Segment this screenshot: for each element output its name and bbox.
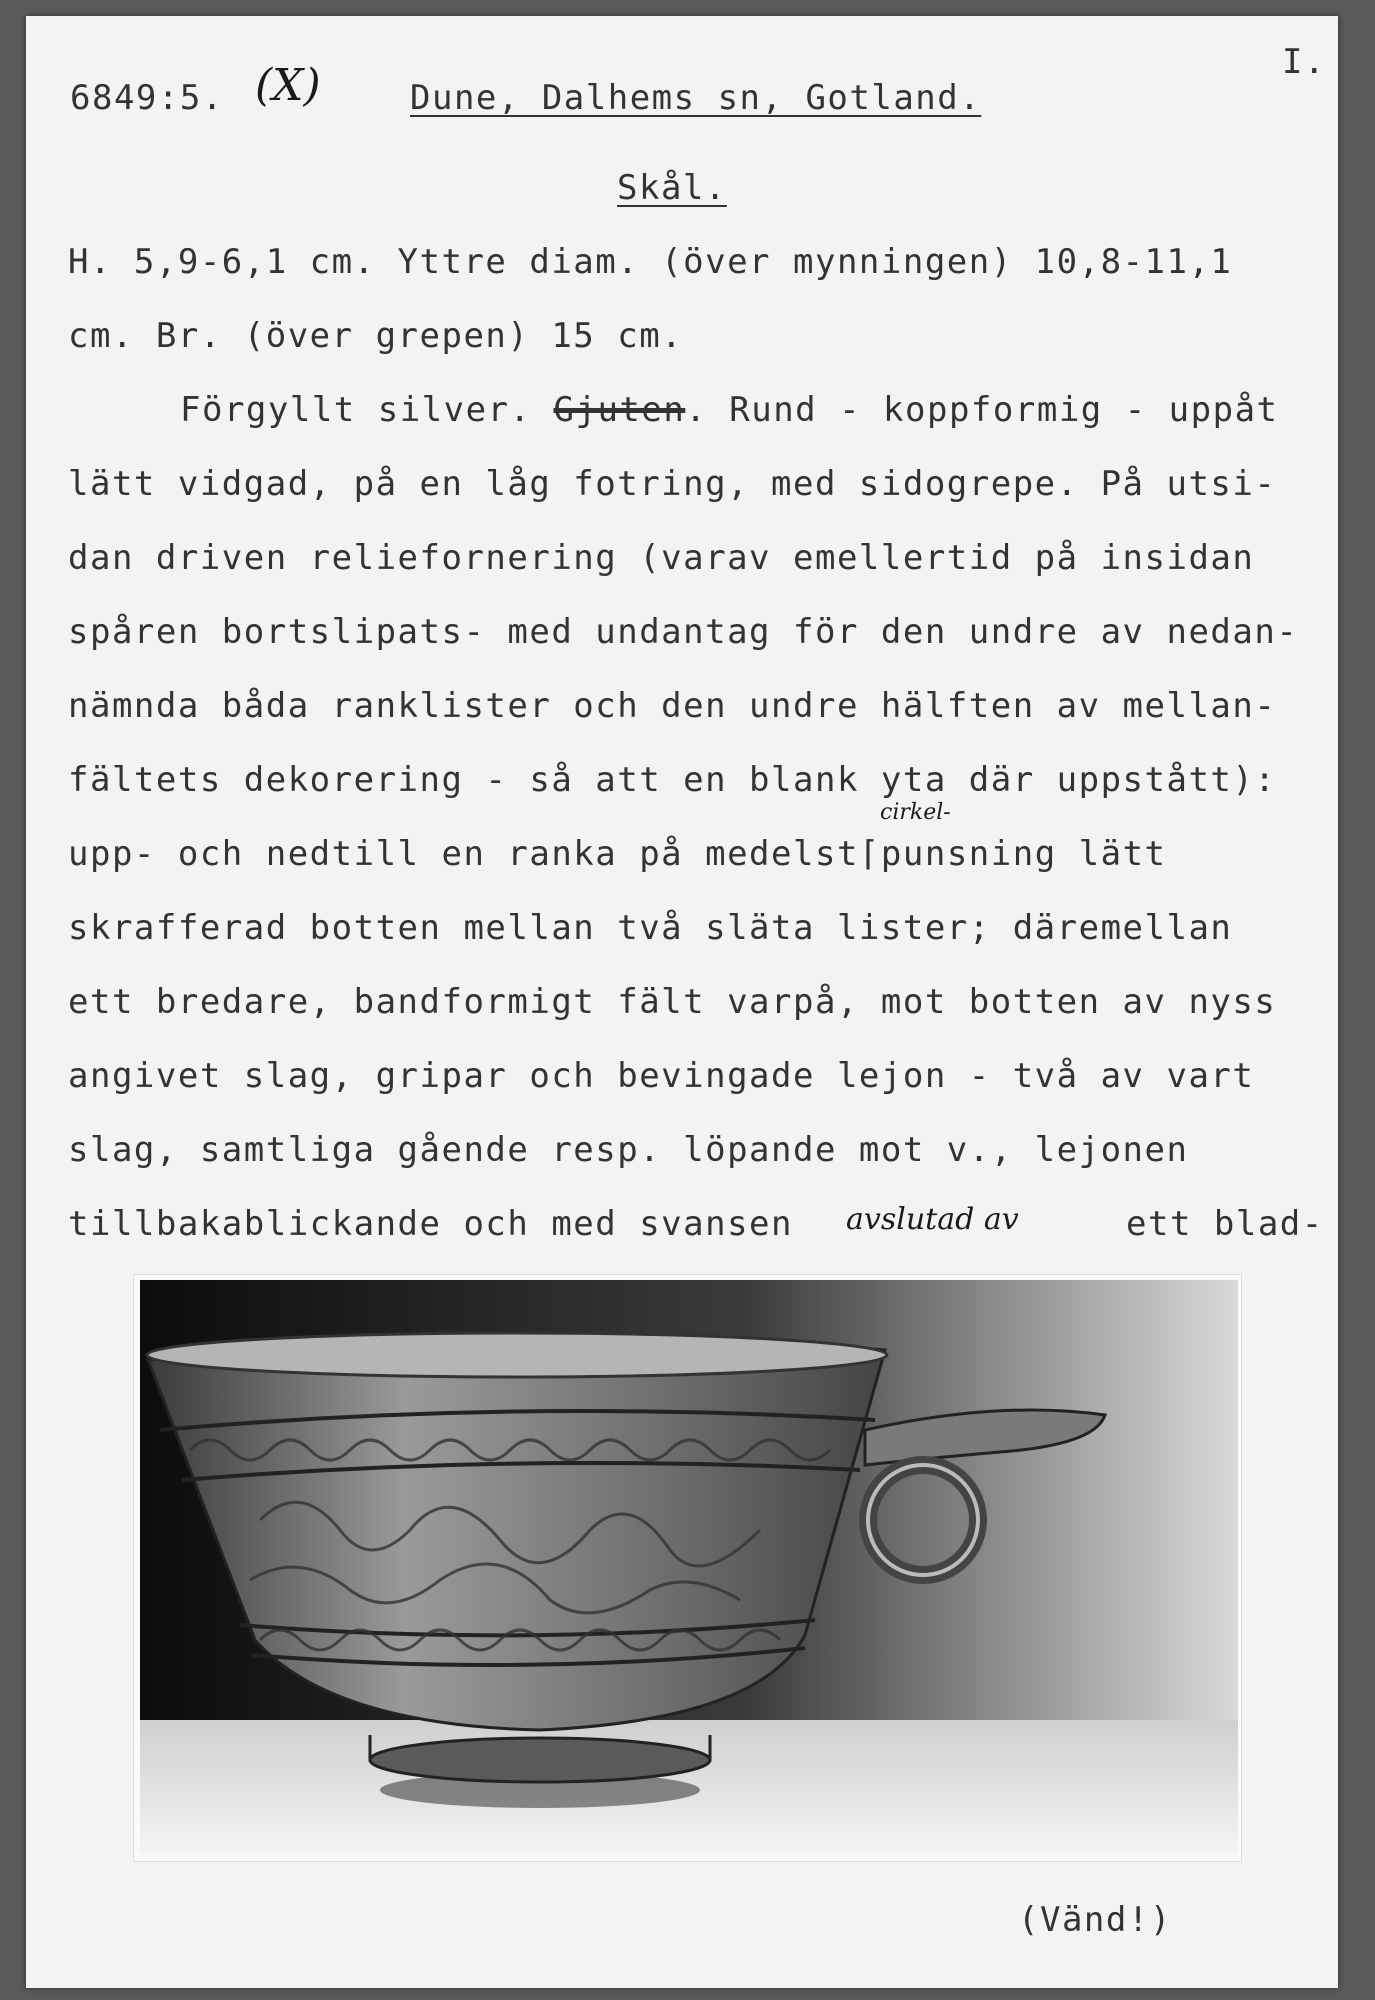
handwritten-insert-ending: avslutad av: [846, 1202, 1019, 1237]
object-title: Skål.: [617, 168, 727, 208]
text-line-8: fältets dekorering - så att en blank yta där uppstått):: [68, 760, 1277, 800]
text-line-14-rest: ett blad-: [1126, 1204, 1324, 1244]
catalog-number: 6849:5.: [70, 78, 224, 118]
text-line-10: skrafferad botten mellan två släta lister; däremellan: [68, 908, 1233, 948]
page-marker: I.: [1282, 42, 1326, 82]
text-line-7: nämnda båda ranklister och den undre hälften av mellan-: [68, 686, 1277, 726]
text-line-3-rest: . Rund - koppformig - uppåt: [685, 390, 1279, 430]
bowl-image: [140, 1280, 1238, 1855]
text-line-14: tillbakablickande och med svansen: [68, 1204, 794, 1244]
text-line-9-rest: punsning lätt: [880, 834, 1167, 874]
struck-word: Gjuten: [553, 390, 686, 430]
text-line-9-start: upp- och nedtill en ranka på medelst: [68, 834, 859, 874]
text-line-3-start: Förgyllt silver.: [180, 390, 532, 430]
caret-mark: ⌈: [858, 834, 881, 874]
handwritten-mark: (X): [255, 60, 321, 111]
handwritten-insert-circle: cirkel-: [880, 800, 951, 825]
location-heading: Dune, Dalhems sn, Gotland.: [410, 78, 982, 118]
text-line-1: H. 5,9-6,1 cm. Yttre diam. (över mynningen) 10,8-11,1: [68, 242, 1233, 282]
text-line-3: [180, 390, 1279, 430]
text-line-2: cm. Br. (över grepen) 15 cm.: [68, 316, 684, 356]
text-line-13: slag, samtliga gående resp. löpande mot v., lejonen: [68, 1130, 1189, 1170]
text-line-4: lätt vidgad, på en låg fotring, med sidogrepe. På utsi-: [68, 464, 1277, 504]
text-line-11: ett bredare, bandformigt fält varpå, mot botten av nyss: [68, 982, 1277, 1022]
text-line-12: angivet slag, gripar och bevingade lejon - två av vart: [68, 1056, 1255, 1096]
text-line-5: dan driven reliefornering (varav emellertid på insidan: [68, 538, 1255, 578]
bowl-photo: [140, 1280, 1238, 1855]
text-line-9: [68, 834, 1167, 874]
text-line-6: spåren bortslipats- med undantag för den undre av nedan-: [68, 612, 1299, 652]
footer-turn-note: (Vänd!): [1018, 1900, 1172, 1940]
